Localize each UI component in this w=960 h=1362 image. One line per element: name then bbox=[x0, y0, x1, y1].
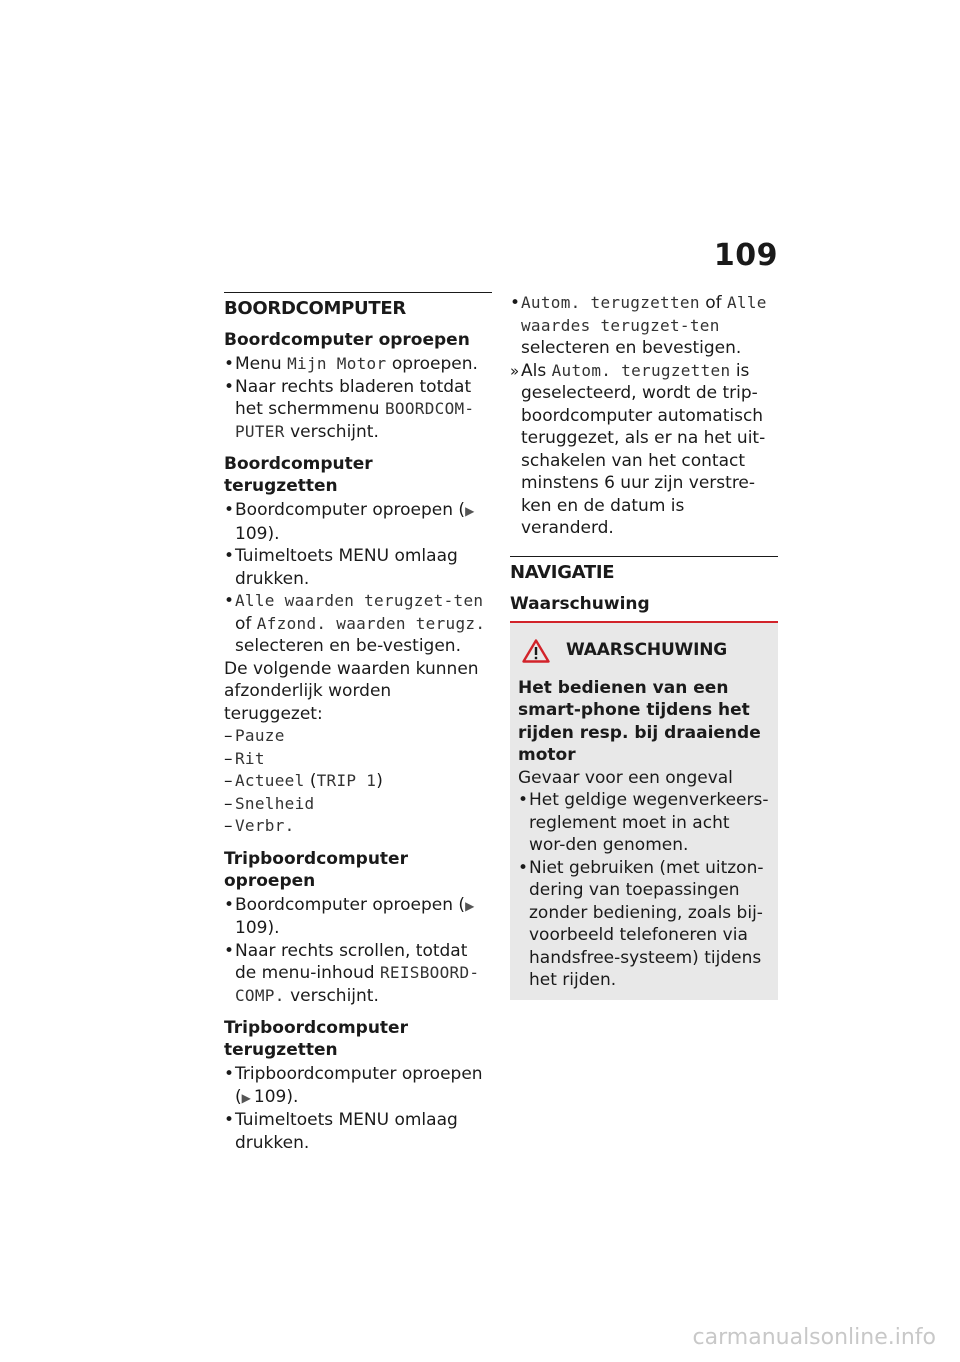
subsection-title: Tripboordcomputer oproepen bbox=[224, 848, 408, 891]
page-reference-arrow-icon: ▶ bbox=[465, 504, 475, 518]
warning-danger: Gevaar voor een ongeval bbox=[518, 767, 733, 788]
subsection-title: Boordcomputer terugzetten bbox=[224, 454, 373, 496]
subsection-title: Boordcomputer oproepen bbox=[224, 330, 470, 350]
value-item: – Rit bbox=[224, 748, 492, 771]
step: • Boordcomputer oproepen (▶109). bbox=[224, 894, 492, 940]
warning-title: WAARSCHUWING bbox=[566, 640, 728, 661]
step: • Alle waarden terugzet-ten of Afzond. waarden terugz. selecteren en be-vestigen. bbox=[224, 590, 492, 658]
subsection-title: Waarschuwing bbox=[510, 593, 650, 614]
page-reference-arrow-icon: ▶ bbox=[241, 1090, 251, 1105]
value-item: – Snelheid bbox=[224, 793, 492, 816]
warning-bullet: • Niet gebruiken (met uitzon-dering van toepassingen zonder bediening, zoals bij-voorbeeld telefoneren via handsfree-systeem) tijdens het rijden. bbox=[518, 857, 770, 992]
page-reference-arrow-icon: ▶ bbox=[465, 898, 475, 913]
step: • Tripboordcomputer oproepen (▶ 109). bbox=[224, 1063, 492, 1109]
result-text: » Als Autom. terugzetten is geselecteerd, wordt de trip-boordcomputer automatisch teruggezet, als er na het uit-schakelen van het contact minstens 6 uur zijn verstre-ken en de datum is veranderd. bbox=[510, 360, 778, 540]
warning-header bbox=[522, 639, 770, 663]
right-column bbox=[510, 292, 778, 1000]
step: • Autom. terugzetten of Alle waardes terugzet-ten selecteren en bevestigen. bbox=[510, 292, 778, 360]
section-title-navigatie: NAVIGATIE bbox=[510, 561, 615, 583]
step: • Tuimeltoets MENU omlaag drukken. bbox=[224, 545, 492, 590]
left-column bbox=[224, 292, 492, 1154]
value-item: – Verbr. bbox=[224, 815, 492, 838]
step: • Tuimeltoets MENU omlaag drukken. bbox=[224, 1109, 492, 1154]
step: • Naar rechts bladeren totdat het schermmenu BOORDCOM-PUTER verschijnt. bbox=[224, 376, 492, 444]
value-item: – Pauze bbox=[224, 725, 492, 748]
subsection-title: Tripboordcomputer terugzetten bbox=[224, 1018, 408, 1060]
step: • Naar rechts scrollen, totdat de menu-inhoud REISBOORD-COMP. verschijnt. bbox=[224, 940, 492, 1008]
warning-bullet: • Het geldige wegenverkeers-reglement moet in acht wor-den genomen. bbox=[518, 789, 770, 857]
page-number: 109 bbox=[713, 238, 778, 273]
warning-box bbox=[510, 623, 778, 1000]
step: • Menu Mijn Motor oproepen. bbox=[224, 353, 492, 376]
warning-situation: Het bedienen van een smart-phone tijdens het rijden resp. bij draaiende motor bbox=[518, 677, 761, 765]
value-item: – Actueel (TRIP 1) bbox=[224, 770, 492, 793]
step: • Boordcomputer oproepen (▶109). bbox=[224, 499, 492, 545]
body-text: De volgende waarden kunnen afzonderlijk worden teruggezet: bbox=[224, 658, 479, 724]
warning-triangle-icon bbox=[522, 639, 550, 663]
section-title-boordcomputer: BOORDCOMPUTER bbox=[224, 298, 406, 319]
watermark: carmanualsonline.info bbox=[692, 1325, 936, 1350]
